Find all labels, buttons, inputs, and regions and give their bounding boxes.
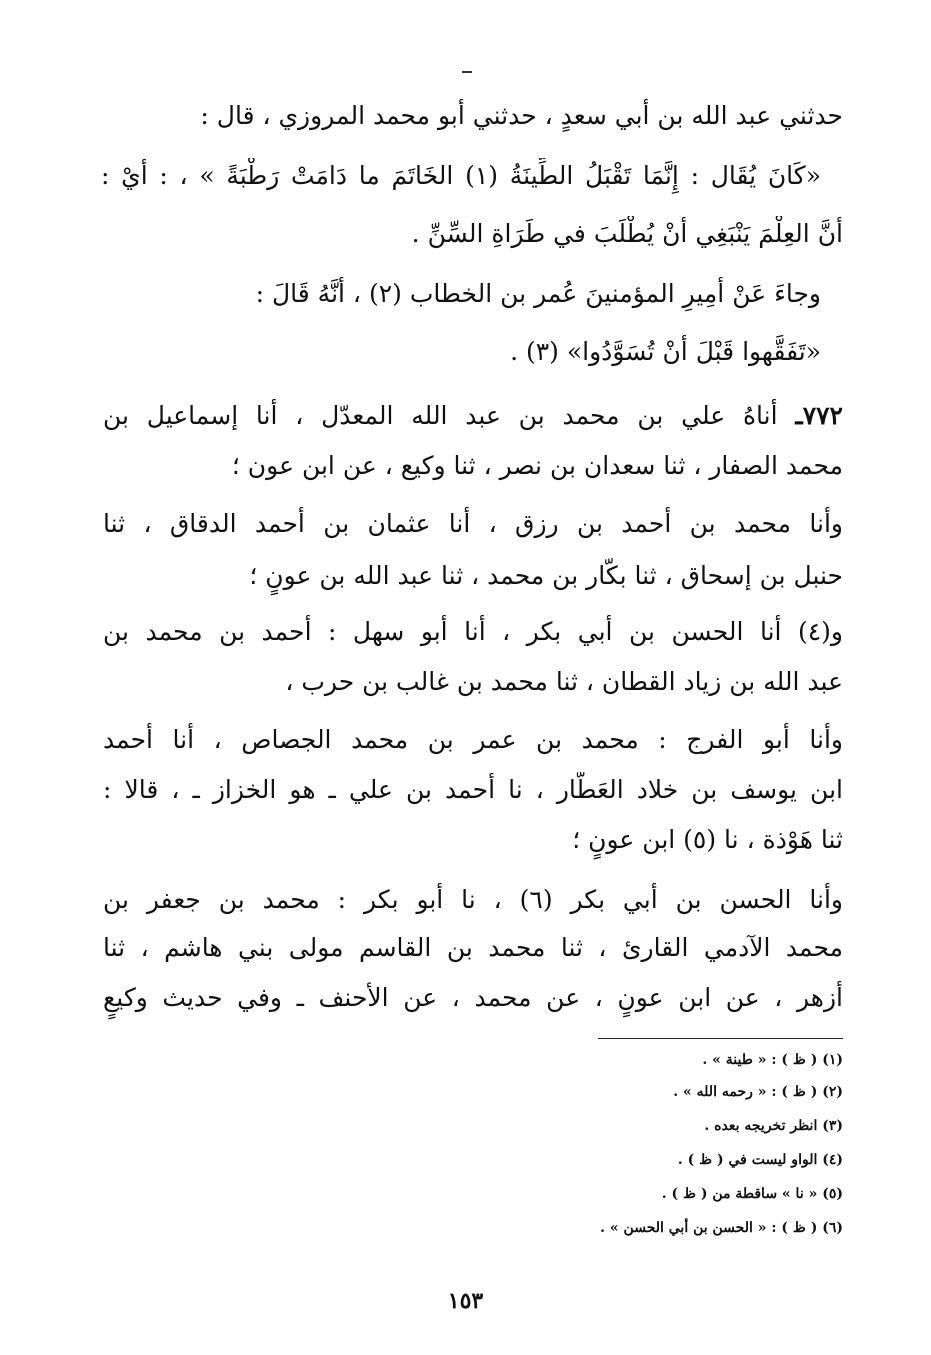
text-line-11: عبد الله بن زياد القطان ، ثنا محمد بن غالب بن حرب ، (285, 667, 843, 696)
entry-number: ٧٧٢ـ (795, 401, 843, 430)
text-line-1: حدثني عبد الله بن أبي سعدٍ ، حدثني أبو محمد المروزي ، قال : (200, 101, 843, 130)
text-line-5: «تَفَقَّهوا قَبْلَ أَنْ تُسَوَّدُوا» (٣) . (510, 337, 821, 366)
text-line-2: «كَانَ يُقَال : إِنَّمَا تَقْبَلُ الطِّينَةُ (١) الخَاتَمَ ما دَامَتْ رَطْبَةً » ، : أَيْ : (101, 161, 821, 190)
text-line-3: أَنَّ العِلْمَ يَنْبَغِي أَنْ يُطْلَبَ في طَرَاةِ السِّنِّ . (411, 219, 843, 248)
text-line-15: وأنا الحسن بن أبي بكر (٦) ، نا أبو بكر : محمد بن جعفر بن (103, 885, 843, 914)
text-line-9: حنبل بن إسحاق ، ثنا بكّار بن محمد ، ثنا عبد الله بن عونٍ ؛ (249, 561, 843, 590)
text-line-10: و(٤) أنا الحسن بن أبي بكر ، أنا أبو سهل : أحمد بن محمد بن (103, 617, 843, 646)
top-mark (462, 71, 472, 73)
text-line-13: ابن يوسف بن خلاد العَطّار ، نا أحمد بن علي ـ هو الخزاز ـ ، قالا : (103, 775, 843, 804)
text-line-6 (103, 398, 843, 438)
footnote-6: (٦) ( ظ ) : « الحسن بن أبي الحسن » . (600, 1220, 843, 1236)
page-number: ١٥٣ (447, 1288, 484, 1314)
footnote-2: (٢) ( ظ ) : « رحمه الله » . (673, 1084, 843, 1100)
footnote-3: (٣) انظر تخريجه بعده . (704, 1118, 843, 1134)
text-line-16: محمد الآدمي القارئ ، ثنا محمد بن القاسم مولى بني هاشم ، ثنا (103, 933, 843, 962)
footnote-1: (١) ( ظ ) : « طينة » . (702, 1052, 843, 1068)
text-line-4: وجاءَ عَنْ أَمِيرِ المؤمنينَ عُمر بن الخطاب (٢) ، أَنَّهُ قَالَ : (255, 279, 821, 308)
footnote-5: (٥) « نا » ساقطة من ( ظ ) . (661, 1186, 843, 1202)
text-line-8: وأنا محمد بن أحمد بن رزق ، أنا عثمان بن أحمد الدقاق ، ثنا (103, 509, 843, 538)
footnote-separator (598, 1038, 843, 1039)
text-line-6-content: أناهُ علي بن محمد بن عبد الله المعدّل ، أنا إسماعيل بن (103, 401, 778, 430)
text-line-12: وأنا أبو الفرج : محمد بن عمر بن محمد الجصاص ، أنا أحمد (103, 725, 843, 754)
text-line-17: أزهر ، عن ابن عونٍ ، عن محمد ، عن الأحنف ـ وفي حديث وكيعٍ (103, 983, 843, 1012)
footnote-4: (٤) الواو ليست في ( ظ ) . (677, 1152, 843, 1168)
text-line-14: ثنا هَوْذة ، نا (٥) ابن عونٍ ؛ (572, 825, 843, 854)
text-line-7: محمد الصفار ، ثنا سعدان بن نصر ، ثنا وكيع ، عن ابن عون ؛ (231, 451, 843, 480)
